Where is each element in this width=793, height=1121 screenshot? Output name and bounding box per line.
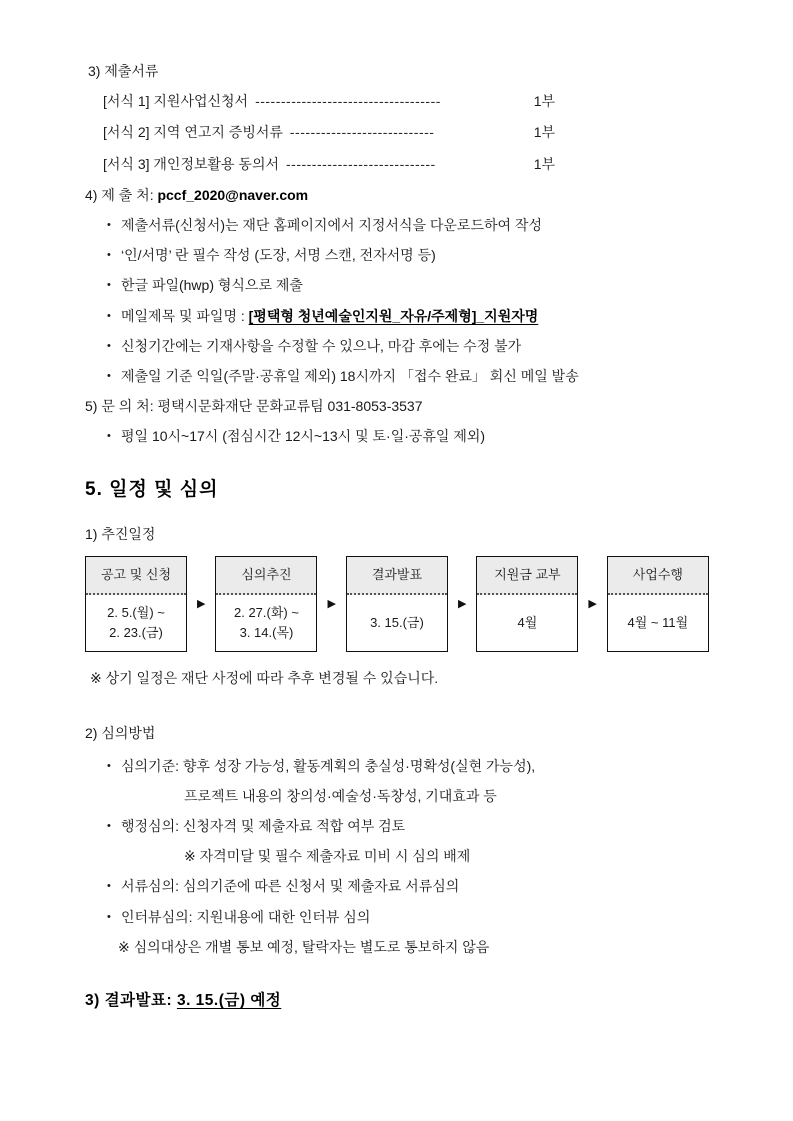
bullet-icon: • xyxy=(107,819,111,832)
form-2-label: [서식 2] 지역 연고지 증빙서류 xyxy=(103,124,283,141)
form-1-label: [서식 1] 지원사업신청서 xyxy=(103,93,249,110)
timeline-step-project-execution xyxy=(607,556,709,652)
bullet-item-download-form xyxy=(107,216,723,234)
mail-title-prefix: 메일제목 및 파일명 : xyxy=(121,307,249,324)
bullet-icon: • xyxy=(107,910,111,923)
form-1-count: 1부 xyxy=(533,93,555,110)
bullet-item-review-criteria xyxy=(107,757,723,775)
step-date-line: 4월 xyxy=(517,615,538,631)
submission-email-address: pccf_2020@naver.com xyxy=(157,186,309,203)
step-dates xyxy=(216,595,316,651)
timeline-step-result-announcement xyxy=(346,556,448,652)
result-announcement-date: 3. 15.(금) 예정 xyxy=(176,991,282,1009)
arrow-right-icon: ▶ xyxy=(457,598,467,611)
arrow-right-icon: ▶ xyxy=(588,598,597,611)
bullet-icon: • xyxy=(107,309,111,322)
step-date-line: 2. 27.(화) ~ xyxy=(233,605,299,621)
bullet-item-administrative-review xyxy=(107,817,723,835)
form-row-2 xyxy=(103,123,555,141)
administrative-review-note: ※ 자격미달 및 필수 제출자료 미비 시 심의 배제 xyxy=(184,848,471,865)
form-3-count: 1부 xyxy=(533,155,555,172)
bullet-text xyxy=(121,307,538,325)
result-announcement-line xyxy=(85,991,723,1011)
schedule-timeline-diagram xyxy=(85,556,723,652)
timeline-step-announcement xyxy=(85,556,187,652)
bullet-text: 한글 파일(hwp) 형식으로 제출 xyxy=(121,277,303,294)
arrow-right-icon: ▶ xyxy=(327,598,336,611)
section-3-submission-docs-title: 3) 제출서류 xyxy=(88,63,159,79)
bullet-item-mail-title-format xyxy=(107,307,723,325)
form-2-count: 1부 xyxy=(533,124,555,141)
bullet-item-interview-review xyxy=(107,908,723,926)
bullet-icon: • xyxy=(107,369,111,382)
form-3-label: [서식 3] 개인정보활용 동의서 xyxy=(103,155,279,172)
step-dates xyxy=(608,595,708,651)
step-date-line: 2. 5.(월) ~ xyxy=(107,605,165,621)
form-row-1 xyxy=(103,92,555,110)
bullet-icon: • xyxy=(107,759,111,772)
bullet-icon: • xyxy=(107,249,111,262)
form-1-leader-dashes: ------------------------------------ xyxy=(255,93,441,110)
step-title: 공고 및 신청 xyxy=(86,557,186,595)
step-date-line: 4월 ~ 11월 xyxy=(627,615,689,631)
bullet-text: 인터뷰심의: 지원내용에 대한 인터뷰 심의 xyxy=(121,908,371,925)
bullet-item-hwp-format xyxy=(107,276,723,294)
bullet-text: 서류심의: 심의기준에 따른 신청서 및 제출자료 서류심의 xyxy=(121,878,460,895)
step-dates xyxy=(347,595,447,651)
result-announcement-label: 3) 결과발표: xyxy=(85,991,177,1009)
bullet-text: 심의기준: 향후 성장 가능성, 활동계획의 충실성·명확성(실현 가능성), xyxy=(121,757,536,774)
step-date-line: 2. 23.(금) xyxy=(109,625,163,641)
review-method-subtitle: 2) 심의방법 xyxy=(85,725,156,742)
timeline-step-review xyxy=(215,556,317,652)
timeline-step-grant-payment xyxy=(476,556,578,652)
bullet-icon: • xyxy=(107,279,111,292)
form-row-3 xyxy=(103,155,555,173)
step-title: 결과발표 xyxy=(347,557,447,595)
bullet-text: 행정심의: 신청자격 및 제출자료 적합 여부 검토 xyxy=(121,817,406,834)
schedule-review-heading: 5. 일정 및 심의 xyxy=(85,479,219,501)
bullet-text: 제출서류(신청서)는 재단 홈페이지에서 지정서식을 다운로드하여 작성 xyxy=(121,216,542,233)
arrow-right-icon: ▶ xyxy=(197,598,206,611)
section-4-submission-address-title xyxy=(85,186,723,204)
bullet-text: 평일 10시~17시 (점심시간 12시~13시 및 토·일·공휴일 제외) xyxy=(121,428,486,445)
bullet-item-document-review xyxy=(107,877,723,895)
step-date-line: 3. 15.(금) xyxy=(370,615,424,631)
step-dates xyxy=(477,595,577,651)
bullet-item-receipt-confirmation xyxy=(107,367,723,385)
bullet-item-signature-required xyxy=(107,246,723,264)
bullet-text: 신청기간에는 기재사항을 수정할 수 있으나, 마감 후에는 수정 불가 xyxy=(121,337,522,354)
mail-title-filename-format: [평택형 청년예술인지원_자유/주제형]_지원자명 xyxy=(248,307,539,324)
step-title: 지원금 교부 xyxy=(477,557,577,595)
step-title: 심의추진 xyxy=(216,557,316,595)
form-2-leader-dashes: ---------------------------- xyxy=(289,124,435,141)
bullet-icon: • xyxy=(107,880,111,893)
bullet-text: 제출일 기준 익일(주말·공휴일 제외) 18시까지 「접수 완료」 회신 메일 발송 xyxy=(121,367,579,384)
section-5-contact-title: 5) 문 의 처: 평택시문화재단 문화교류팀 031-8053-3537 xyxy=(85,398,423,415)
bullet-icon: • xyxy=(107,218,111,231)
bullet-item-office-hours xyxy=(107,427,723,445)
bullet-text: ‘인/서명’ 란 필수 작성 (도장, 서명 스캔, 전자서명 등) xyxy=(121,247,436,264)
timeline-subtitle: 1) 추진일정 xyxy=(85,526,156,543)
timeline-change-note: ※ 상기 일정은 재단 사정에 따라 추후 변경될 수 있습니다. xyxy=(90,670,439,687)
step-title: 사업수행 xyxy=(608,557,708,595)
bullet-item-edit-policy xyxy=(107,337,723,355)
interview-review-note: ※ 심의대상은 개별 통보 예정, 탈락자는 별도로 통보하지 않음 xyxy=(118,938,490,955)
bullet-icon: • xyxy=(107,339,111,352)
step-dates xyxy=(86,595,186,651)
form-3-leader-dashes: ----------------------------- xyxy=(286,155,436,172)
bullet-icon: • xyxy=(107,430,111,443)
section-4-label: 4) 제 출 처: xyxy=(85,186,158,203)
review-criteria-line-2: 프로젝트 내용의 창의성·예술성·독창성, 기대효과 등 xyxy=(184,787,497,804)
step-date-line: 3. 14.(목) xyxy=(239,625,294,641)
